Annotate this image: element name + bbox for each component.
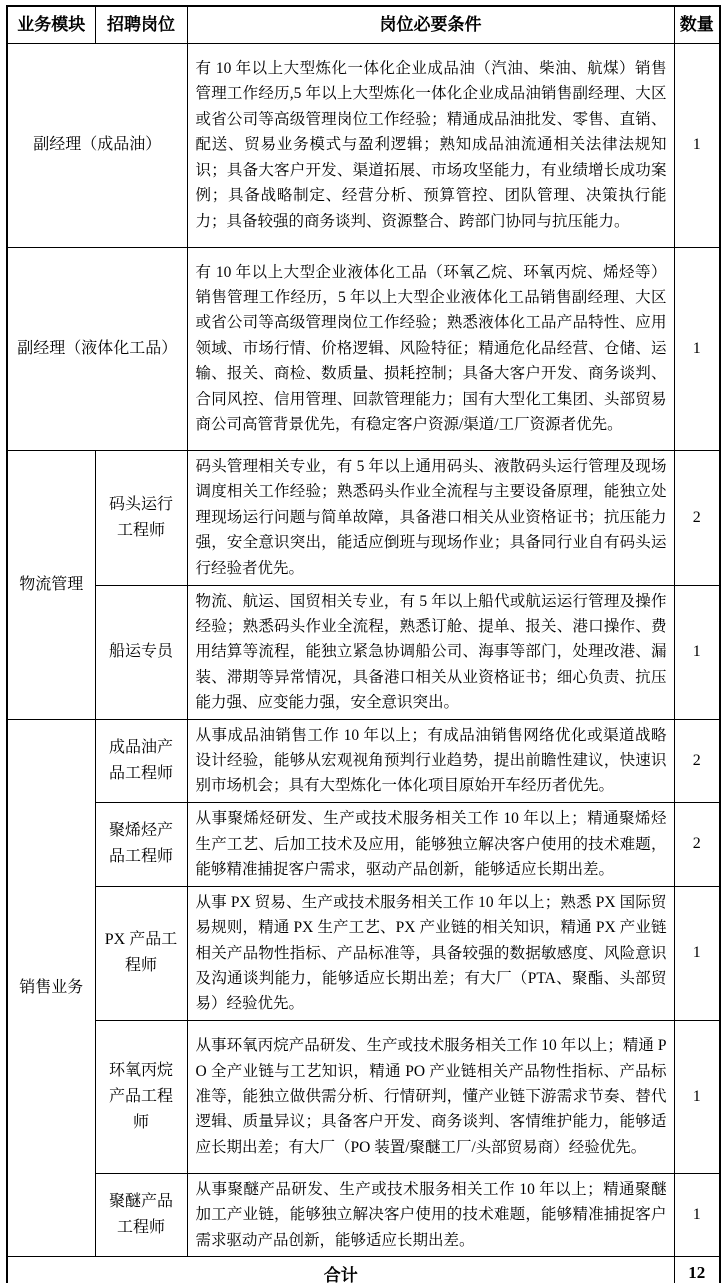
- requirements-cell: 从事环氧丙烷产品研发、生产或技术服务相关工作 10 年以上；精通 PO 全产业链与工艺知识，精通 PO 产业链相关产品物性指标、产品标准等，能独立做供需分析、行情研判，懂产业链下游需求节奏、替代逻辑、质量异议；具备客户开发、商务谈判、客情维护能力，能够适应长期出差；有大厂（PO 装置/聚醚工厂/头部贸易商）经验优先。: [187, 1020, 674, 1173]
- count-cell: 1: [674, 1020, 720, 1173]
- count-cell: 1: [674, 247, 720, 450]
- table-row: [7, 719, 720, 802]
- count-cell: 1: [674, 1173, 720, 1256]
- position-cell: PX 产品工程师: [95, 886, 187, 1020]
- requirements-cell: 从事成品油销售工作 10 年以上；有成品油销售网络优化或渠道战略设计经验，能够从宏观视角预判行业趋势，提出前瞻性建议，快速识别市场机会；具有大型炼化一体化项目原始开车经历者优先。: [187, 719, 674, 802]
- requirements-cell: 从事 PX 贸易、生产或技术服务相关工作 10 年以上；熟悉 PX 国际贸易规则，精通 PX 生产工艺、PX 产业链的相关知识，精通 PX 产业链相关产品物性指标、产品标准等，具备较强的数据敏感度、风险意识及沟通谈判能力，能够适应长期出差；有大厂（PTA、聚酯、头部贸易）经验优先。: [187, 886, 674, 1020]
- table-row: [7, 247, 720, 450]
- table-row: [7, 585, 720, 719]
- table-row: [7, 802, 720, 886]
- count-cell: 1: [674, 886, 720, 1020]
- position-cell: 成品油产品工程师: [95, 719, 187, 802]
- requirements-cell: 从事聚烯烃研发、生产或技术服务相关工作 10 年以上；精通聚烯烃生产工艺、后加工技术及应用，能够独立解决客户使用的技术难题，能够精准捕捉客户需求，驱动产品创新，能够适应长期出差。: [187, 802, 674, 886]
- module-cell-sales: 销售业务: [7, 719, 95, 1256]
- total-count-cell: 12: [674, 1257, 720, 1283]
- position-cell: 聚烯烃产品工程师: [95, 802, 187, 886]
- table-row: [7, 1020, 720, 1173]
- count-cell: 1: [674, 585, 720, 719]
- header-cell-requirements: 岗位必要条件: [187, 6, 674, 43]
- count-cell: 1: [674, 43, 720, 247]
- header-row: [7, 6, 720, 43]
- count-cell: 2: [674, 719, 720, 802]
- header-cell-position: 招聘岗位: [95, 6, 187, 43]
- total-label-cell: 合计: [7, 1257, 674, 1283]
- recruitment-table: [6, 5, 721, 1283]
- module-cell-logistics: 物流管理: [7, 450, 95, 719]
- position-cell: 副经理（成品油）: [7, 43, 187, 247]
- table-row: [7, 450, 720, 585]
- requirements-cell: 有 10 年以上大型企业液体化工品（环氧乙烷、环氧丙烷、烯烃等）销售管理工作经历，5 年以上大型企业液体化工品销售副经理、大区或省公司等高级管理岗位工作经验；熟悉液体化工品产品特性、应用领域、市场行情、价格逻辑、风险特征；精通危化品经营、仓储、运输、报关、商检、数质量、损耗控制；具备大客户开发、商务谈判、合同风控、信用管理、回款管理能力；国有大型化工集团、头部贸易商公司高管背景优先，有稳定客户资源/渠道/工厂资源者优先。: [187, 247, 674, 450]
- requirements-cell: 物流、航运、国贸相关专业，有 5 年以上船代或航运运行管理及操作经验；熟悉码头作业全流程，熟悉订舱、提单、报关、港口操作、费用结算等流程，能独立紧急协调船公司、海事等部门，处理改港、漏装、滞期等异常情况，具备港口相关从业资格证书；细心负责、抗压能力强、应变能力强，安全意识突出。: [187, 585, 674, 719]
- position-cell: 船运专员: [95, 585, 187, 719]
- header-cell-count: 数量: [674, 6, 720, 43]
- table-row: [7, 1173, 720, 1256]
- requirements-cell: 有 10 年以上大型炼化一体化企业成品油（汽油、柴油、航煤）销售管理工作经历,5 年以上大型炼化一体化企业成品油销售副经理、大区或省公司等高级管理岗位工作经验；精通成品油批发、零售、直销、配送、贸易业务模式与盈利逻辑；熟知成品油流通相关法律法规知识；具备大客户开发、渠道拓展、市场攻坚能力，有业绩增长成功案例；具备战略制定、经营分析、预算管控、团队管理、决策执行能力；具备较强的商务谈判、资源整合、跨部门协同与抗压能力。: [187, 43, 674, 247]
- total-row: [7, 1257, 720, 1283]
- requirements-cell: 从事聚醚产品研发、生产或技术服务相关工作 10 年以上；精通聚醚加工产业链，能够独立解决客户使用的技术难题，能够精准捕捉客户需求驱动产品创新，能够适应长期出差。: [187, 1173, 674, 1256]
- position-cell: 聚醚产品工程师: [95, 1173, 187, 1256]
- table-row: [7, 43, 720, 247]
- requirements-cell: 码头管理相关专业，有 5 年以上通用码头、液散码头运行管理及现场调度相关工作经验；熟悉码头作业全流程与主要设备原理，能独立处理现场运行问题与简单故障，具备港口相关从业资格证书；抗压能力强，安全意识突出，能适应倒班与现场作业；具备同行业自有码头运行经验者优先。: [187, 450, 674, 585]
- position-cell: 环氧丙烷产品工程师: [95, 1020, 187, 1173]
- position-cell: 副经理（液体化工品）: [7, 247, 187, 450]
- count-cell: 2: [674, 450, 720, 585]
- position-cell: 码头运行工程师: [95, 450, 187, 585]
- count-cell: 2: [674, 802, 720, 886]
- table-row: [7, 886, 720, 1020]
- header-cell-module: 业务模块: [7, 6, 95, 43]
